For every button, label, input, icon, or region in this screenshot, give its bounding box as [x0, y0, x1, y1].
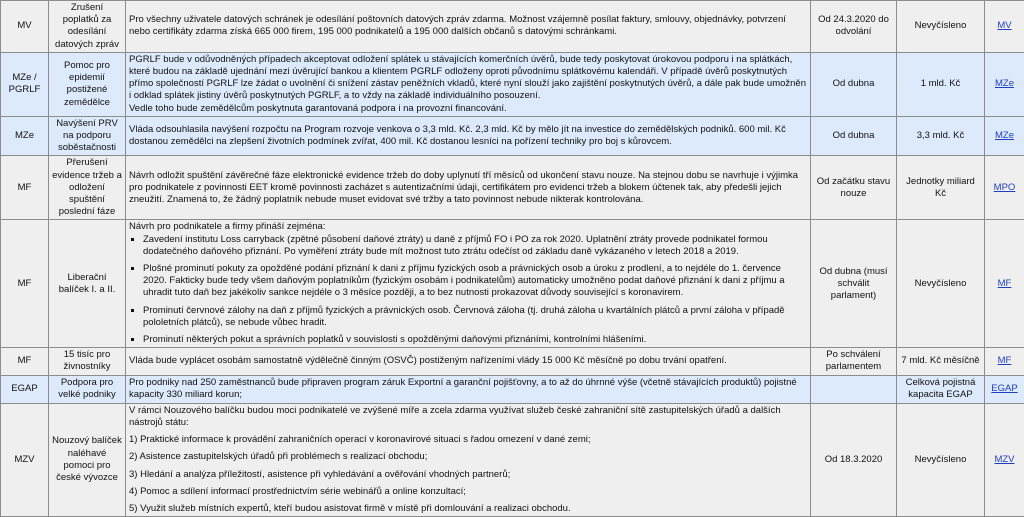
description-cell: [126, 52, 811, 116]
source-link[interactable]: MZe: [995, 78, 1014, 89]
description-intro: V rámci Nouzového balíčku budou moci podnikatelé ve zvýšené míře a zcela zdarma využívat služeb české zahraniční sítě zastupitelských úřadů a dalších nástrojů státu:: [129, 405, 807, 429]
description-line: Vedle toho bude zemědělcům poskytnuta garantovaná podpora i na provozní financování.: [129, 103, 807, 115]
description-cell: Vláda odsouhlasila navýšení rozpočtu na Program rozvoje venkova o 3,3 mld. Kč. 2,3 mld. Kč by mělo jít na investice do zemědělských podniků. 600 mil. Kč dostanou zemědělci na zlepšení životních podmínek zvířat, 400 mil. Kč dostanou lesníci na pořízení techniky pro boj s kůrovcem.: [126, 116, 811, 156]
table-row: [1, 1, 1024, 53]
amount-cell: Jednotky miliard Kč: [897, 156, 985, 220]
measure-name-cell: 15 tisíc pro živnostníky: [49, 348, 126, 375]
amount-cell: Nevyčísleno: [897, 220, 985, 348]
amount-cell: 1 mld. Kč: [897, 52, 985, 116]
source-link[interactable]: MZe: [995, 130, 1014, 141]
measure-name-cell: Pomoc pro epidemií postižené zemědělce: [49, 52, 126, 116]
amount-cell: 7 mld. Kč měsíčně: [897, 348, 985, 375]
description-intro: Návrh pro podnikatele a firmy přináší zejména:: [129, 221, 807, 233]
validity-cell: Od začátku stavu nouze: [811, 156, 897, 220]
source-link-cell: [985, 403, 1024, 516]
validity-cell: Po schválení parlamentem: [811, 348, 897, 375]
list-item: ▪ Prominutí červnové zálohy na daň z příjmů fyzických a právnických osob. Červnová záloha (tj. druhá záloha u kvartálních plátců a první záloha v případě pololetních plátců), se nebude vůbec hradit.: [143, 305, 807, 329]
source-link[interactable]: MV: [997, 20, 1011, 31]
source-link[interactable]: MF: [998, 355, 1012, 366]
institution-cell: MV: [1, 1, 49, 53]
measure-name-cell: Přerušení evidence tržeb a odložení spuštění poslední fáze: [49, 156, 126, 220]
validity-cell: Od 24.3.2020 do odvolání: [811, 1, 897, 53]
institution-cell: MZV: [1, 403, 49, 516]
institution-cell: MF: [1, 156, 49, 220]
bullet-list: [129, 234, 807, 347]
table-row: [1, 220, 1024, 348]
list-item: 2) Asistence zastupitelských úřadů při problémech s realizací obchodu;: [129, 451, 807, 463]
list-item: 3) Hledání a analýza příležitostí, asistence při vyhledávání a ověřování vhodných partnerů;: [129, 469, 807, 481]
table-row: [1, 52, 1024, 116]
institution-cell: MF: [1, 348, 49, 375]
source-link[interactable]: MPO: [994, 182, 1016, 193]
institution-cell: MZe: [1, 116, 49, 156]
measure-name-cell: Nouzový balíček naléhavé pomoci pro české vývozce: [49, 403, 126, 516]
description-cell: Pro podniky nad 250 zaměstnanců bude připraven program záruk Exportní a garanční pojišťovny, a to až do úhrnné výše (včetně stávajících produktů) pojistné kapacity 330 miliard korun;: [126, 375, 811, 403]
source-link-cell: [985, 1, 1024, 53]
list-item: ▪ Zavedení institutu Loss carryback (zpětné působení daňové ztráty) u daně z příjmů FO i PO za rok 2020. Uplatnění ztráty provede podnikatel formou dodatečného daňového přiznání. Po vyměření ztráty bude mít možnost tuto ztrátu odečíst od základu daně vykázaného v letech 2018 a 2019.: [143, 234, 807, 258]
amount-cell: Nevyčísleno: [897, 403, 985, 516]
list-item: 4) Pomoc a sdílení informací prostřednictvím série webinářů a online konzultací;: [129, 486, 807, 498]
table-row: [1, 375, 1024, 403]
source-link-cell: [985, 116, 1024, 156]
description-cell: Pro všechny uživatele datových schránek je odesílání poštovních datových zpráv zdarma. Možnost vzájemně posílat faktury, smlouvy, objednávky, potvrzení nebo certifikáty zdarma získá 665 000 firem, 195 000 podnikatelů a 195 000 dalších občanů s datovými schránkami.: [126, 1, 811, 53]
validity-cell: Od 18.3.2020: [811, 403, 897, 516]
source-link[interactable]: MZV: [994, 454, 1014, 465]
amount-cell: Nevyčísleno: [897, 1, 985, 53]
validity-cell: Od dubna: [811, 52, 897, 116]
list-item: ▪ Plošné prominutí pokuty za opožděné podání přiznání k dani z příjmu fyzických osob a právnických osob a úroku z prodlení, a to nejdéle do 1. července 2020. Fakticky bude tedy všem daňovým poplatníkům (fyzickým osobám i podnikatelům) automaticky umožněno podat daňové přiznání k dani z příjmu a uhradit tuto daň bez jakékoliv sankce nejdéle o 3 měsíce později, a to bez nutnosti prokazovat důvody související s koronavirem.: [143, 263, 807, 300]
list-item: 5) Využit služeb místních expertů, kteří budou asistovat firmě v místě při domlouvání a realizaci obchodu.: [129, 503, 807, 515]
validity-cell: [811, 375, 897, 403]
validity-cell: Od dubna (musí schválit parlament): [811, 220, 897, 348]
institution-cell: MZe / PGRLF: [1, 52, 49, 116]
table-row: [1, 403, 1024, 516]
institution-cell: EGAP: [1, 375, 49, 403]
description-cell: [126, 403, 811, 516]
source-link-cell: [985, 220, 1024, 348]
description-cell: Vláda bude vyplácet osobám samostatně výdělečně činným (OSVČ) postiženým nařízeními vlády 15 000 Kč měsíčně po dobu trvání opatření.: [126, 348, 811, 375]
source-link[interactable]: MF: [998, 278, 1012, 289]
list-item: ▪ Prominutí některých pokut a správních poplatků v souvislosti s opožděnými daňovými přiznáními, kontrolními hlášeními.: [143, 334, 807, 346]
description-line: PGRLF bude v odůvodněných případech akceptovat odložení splátek u stávajících komerčních úvěrů, bude tedy poskytovat úrokovou podporu i na splátkách, které budou na základě ujednání mezi úvěrující bankou a klientem PGRLF odloženy oproti původnímu splátkovému kalendáři. V případě úvěrů poskytnutých přímo společností PGRLF lze žádat o uvolnění či snížení zástav peněžních vkladů, které nyní slouží jako zajištění poskytnutých úvěrů, a dále pak bude umožněn i odklad splátek jistiny úvěrů poskytnutých PGRLF, a to vždy na základě individuálního posouzení.: [129, 54, 807, 103]
amount-cell: Celková pojistná kapacita EGAP: [897, 375, 985, 403]
measure-name-cell: Liberační balíček I. a II.: [49, 220, 126, 348]
validity-cell: Od dubna: [811, 116, 897, 156]
table-row: [1, 156, 1024, 220]
measure-name-cell: Zrušení poplatků za odesílání datových zpráv: [49, 1, 126, 53]
description-cell: Návrh odložit spuštění závěrečné fáze elektronické evidence tržeb do doby uplynutí tří měsíců od ukončení stavu nouze. Na stejnou dobu se navrhuje i výjimka pro podnikatele z povinnosti EET kromě povinnosti zacházet s autentizačními údaji, certifikátem pro evidenci tržeb a blokem účtenek tak, aby předešli jejich zneužití. Znamená to, že žádný poplatník nebude muset evidovat své tržby a tato povinnost nebude nikterak kontrolována.: [126, 156, 811, 220]
source-link-cell: [985, 52, 1024, 116]
table-row: [1, 348, 1024, 375]
amount-cell: 3,3 mld. Kč: [897, 116, 985, 156]
table-row: [1, 116, 1024, 156]
source-link[interactable]: EGAP: [991, 383, 1017, 394]
source-link-cell: [985, 348, 1024, 375]
measure-name-cell: Podpora pro velké podniky: [49, 375, 126, 403]
description-cell: [126, 220, 811, 348]
institution-cell: MF: [1, 220, 49, 348]
list-item: 1) Praktické informace k provádění zahraničních operací v koronavirové situaci s řadou omezení v dané zemi;: [129, 434, 807, 446]
source-link-cell: [985, 375, 1024, 403]
measure-name-cell: Navýšení PRV na podporu soběstačnosti: [49, 116, 126, 156]
source-link-cell: [985, 156, 1024, 220]
